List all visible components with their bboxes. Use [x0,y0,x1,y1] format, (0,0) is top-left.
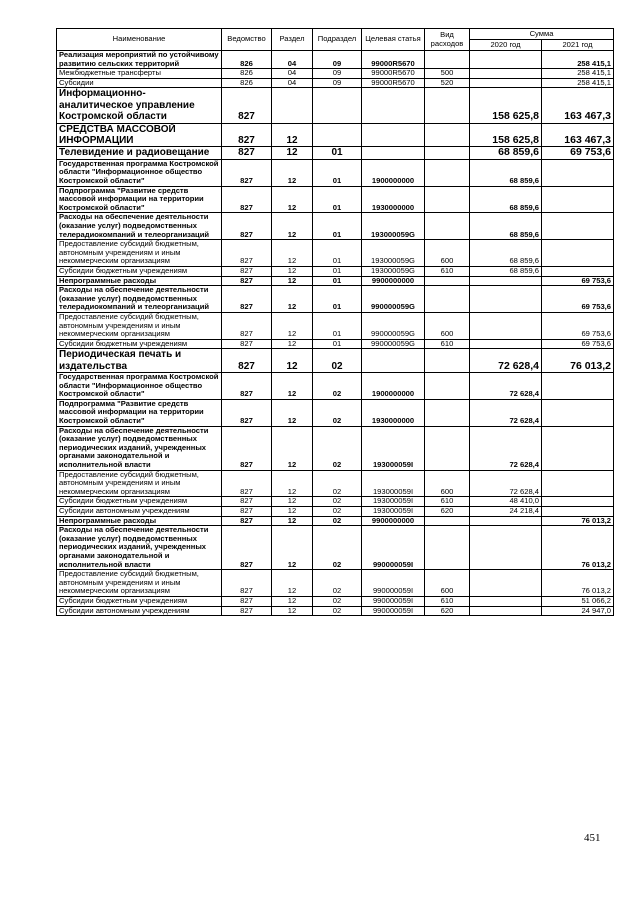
table-row [57,78,614,88]
cell-section: 04 [272,69,313,79]
cell-expense-type [425,349,470,373]
cell-expense-type: 500 [425,69,470,79]
cell-expense-type: 610 [425,339,470,349]
cell-2020: 158 625,8 [470,88,542,123]
cell-target: 193000059G [362,240,425,267]
cell-name: Подпрограмма "Развитие средств массовой информации на территории Костромской области" [57,186,222,213]
cell-expense-type [425,147,470,159]
cell-expense-type [425,286,470,313]
cell-dept: 827 [222,349,272,373]
cell-dept: 827 [222,88,272,123]
cell-section: 12 [272,497,313,507]
cell-dept: 827 [222,186,272,213]
cell-section: 12 [272,470,313,497]
table-row [57,497,614,507]
cell-2021: 163 467,3 [542,123,614,147]
cell-section: 12 [272,147,313,159]
header-dept: Ведомство [222,29,272,51]
table-row [57,213,614,240]
cell-dept: 827 [222,123,272,147]
cell-2020: 68 859,6 [470,186,542,213]
cell-subsection: 02 [313,497,362,507]
cell-dept: 827 [222,373,272,400]
cell-dept: 827 [222,526,272,570]
cell-subsection [313,123,362,147]
cell-name: СРЕДСТВА МАССОВОЙ ИНФОРМАЦИИ [57,123,222,147]
table-row [57,159,614,186]
cell-name: Расходы на обеспечение деятельности (оказание услуг) подведомственных периодических изданий, учрежденных органами законодательной и исполнительной власти [57,526,222,570]
cell-name: Расходы на обеспечение деятельности (оказание услуг) подведомственных телерадиокомпаний и телеорганизаций [57,286,222,313]
cell-subsection: 01 [313,186,362,213]
cell-target: 990000059G [362,339,425,349]
cell-target: 193000059I [362,497,425,507]
cell-expense-type [425,426,470,470]
cell-dept: 827 [222,497,272,507]
cell-2020: 72 628,4 [470,399,542,426]
cell-section: 12 [272,186,313,213]
cell-dept: 827 [222,399,272,426]
cell-target: 99000R5670 [362,51,425,69]
cell-subsection: 01 [313,240,362,267]
header-sum: Сумма [470,29,614,40]
cell-2020 [470,78,542,88]
budget-table [56,28,614,616]
cell-2021 [542,240,614,267]
cell-target: 1930000000 [362,186,425,213]
cell-expense-type [425,123,470,147]
cell-dept: 827 [222,339,272,349]
table-row [57,276,614,286]
cell-name: Субсидии бюджетным учреждениям [57,596,222,606]
cell-target: 193000059G [362,213,425,240]
cell-2021: 163 467,3 [542,88,614,123]
header-expense-type: Вид расходов [425,29,470,51]
cell-2020: 68 859,6 [470,147,542,159]
cell-section: 12 [272,266,313,276]
cell-target: 990000059I [362,570,425,597]
header-target: Целевая статья [362,29,425,51]
cell-section: 12 [272,570,313,597]
cell-subsection: 01 [313,147,362,159]
header-section: Раздел [272,29,313,51]
table-row [57,399,614,426]
cell-dept: 827 [222,606,272,616]
cell-2020 [470,526,542,570]
cell-name: Расходы на обеспечение деятельности (оказание услуг) подведомственных периодических изданий, учрежденных органами законодательной и исполнительной власти [57,426,222,470]
cell-name: Межбюджетные трансферты [57,69,222,79]
cell-subsection: 01 [313,276,362,286]
cell-expense-type [425,51,470,69]
cell-expense-type: 610 [425,497,470,507]
cell-2020 [470,596,542,606]
table-row [57,186,614,213]
cell-2020 [470,606,542,616]
table-row [57,426,614,470]
cell-2020 [470,51,542,69]
cell-dept: 826 [222,78,272,88]
cell-2020: 72 628,4 [470,349,542,373]
cell-subsection: 01 [313,266,362,276]
table-row [57,266,614,276]
cell-2021 [542,159,614,186]
cell-section: 12 [272,526,313,570]
cell-section: 12 [272,339,313,349]
cell-name: Субсидии автономным учреждениям [57,606,222,616]
cell-section: 12 [272,516,313,526]
cell-2021: 24 947,0 [542,606,614,616]
cell-target [362,123,425,147]
table-row [57,349,614,373]
cell-2020 [470,312,542,339]
cell-subsection: 02 [313,570,362,597]
table-row [57,516,614,526]
page-number: 451 [584,832,601,844]
cell-subsection: 02 [313,516,362,526]
cell-name: Периодическая печать и издательства [57,349,222,373]
cell-target: 1930000000 [362,399,425,426]
cell-expense-type [425,399,470,426]
cell-2020: 68 859,6 [470,266,542,276]
cell-target [362,147,425,159]
table-row [57,69,614,79]
cell-target: 193000059I [362,426,425,470]
cell-dept: 827 [222,147,272,159]
cell-expense-type: 520 [425,78,470,88]
cell-2020 [470,69,542,79]
cell-name: Непрограммные расходы [57,276,222,286]
table-row [57,88,614,123]
cell-dept: 827 [222,596,272,606]
cell-2021: 76 013,2 [542,526,614,570]
table-row [57,240,614,267]
cell-section: 12 [272,349,313,373]
cell-expense-type [425,526,470,570]
cell-subsection: 09 [313,51,362,69]
table-row [57,312,614,339]
cell-2021: 258 415,1 [542,78,614,88]
cell-dept: 827 [222,312,272,339]
cell-subsection: 01 [313,312,362,339]
table-row [57,526,614,570]
table-row [57,470,614,497]
cell-target: 990000059G [362,286,425,313]
cell-dept: 827 [222,470,272,497]
cell-expense-type [425,516,470,526]
cell-target: 990000059I [362,526,425,570]
cell-section [272,88,313,123]
cell-subsection: 02 [313,596,362,606]
cell-section: 12 [272,373,313,400]
cell-section: 12 [272,507,313,517]
table-row [57,596,614,606]
cell-dept: 827 [222,159,272,186]
cell-2021: 76 013,2 [542,570,614,597]
cell-subsection: 01 [313,286,362,313]
cell-expense-type: 610 [425,596,470,606]
cell-name: Субсидии бюджетным учреждениям [57,266,222,276]
cell-expense-type: 600 [425,240,470,267]
cell-subsection: 01 [313,159,362,186]
cell-section: 12 [272,606,313,616]
cell-section: 12 [272,399,313,426]
cell-target: 9900000000 [362,516,425,526]
cell-name: Предоставление субсидий бюджетным, автономным учреждениям и иным некоммерческим организациям [57,570,222,597]
cell-2020 [470,286,542,313]
cell-target: 99000R5670 [362,78,425,88]
cell-name: Непрограммные расходы [57,516,222,526]
cell-section: 04 [272,51,313,69]
cell-2020 [470,570,542,597]
cell-2020: 68 859,6 [470,240,542,267]
cell-dept: 827 [222,276,272,286]
cell-expense-type: 610 [425,266,470,276]
table-row [57,51,614,69]
cell-2021 [542,399,614,426]
cell-expense-type: 620 [425,507,470,517]
cell-section: 12 [272,123,313,147]
cell-section: 12 [272,159,313,186]
cell-2020 [470,276,542,286]
cell-name: Государственная программа Костромской области "Информационное общество Костромской области" [57,373,222,400]
cell-name: Информационно-аналитическое управление Костромской области [57,88,222,123]
cell-expense-type [425,88,470,123]
cell-expense-type [425,373,470,400]
cell-name: Предоставление субсидий бюджетным, автономным учреждениям и иным некоммерческим организациям [57,240,222,267]
cell-subsection: 02 [313,470,362,497]
cell-2020: 68 859,6 [470,213,542,240]
cell-dept: 827 [222,570,272,597]
table-row [57,570,614,597]
cell-2021: 76 013,2 [542,516,614,526]
cell-target: 990000059I [362,606,425,616]
cell-expense-type: 600 [425,470,470,497]
cell-expense-type [425,186,470,213]
cell-section: 12 [272,286,313,313]
header-2020: 2020 год [470,40,542,51]
cell-expense-type: 600 [425,312,470,339]
cell-2021 [542,426,614,470]
cell-2021: 51 066,2 [542,596,614,606]
table-header [57,29,614,51]
cell-2020: 158 625,8 [470,123,542,147]
cell-dept: 827 [222,266,272,276]
cell-expense-type: 600 [425,570,470,597]
cell-target: 990000059G [362,312,425,339]
cell-subsection: 02 [313,526,362,570]
cell-2021 [542,497,614,507]
cell-name: Субсидии бюджетным учреждениям [57,339,222,349]
cell-2020: 72 628,4 [470,426,542,470]
cell-subsection: 02 [313,349,362,373]
cell-2020 [470,516,542,526]
budget-table-sheet [56,28,613,616]
cell-2021: 69 753,6 [542,147,614,159]
cell-2020 [470,339,542,349]
cell-target: 193000059I [362,507,425,517]
header-name: Наименование [57,29,222,51]
cell-expense-type: 620 [425,606,470,616]
cell-dept: 827 [222,516,272,526]
cell-2021 [542,507,614,517]
cell-2021 [542,470,614,497]
cell-expense-type [425,276,470,286]
table-row [57,373,614,400]
cell-section: 12 [272,426,313,470]
cell-name: Субсидии [57,78,222,88]
cell-name: Расходы на обеспечение деятельности (оказание услуг) подведомственных телерадиокомпаний и телеорганизаций [57,213,222,240]
cell-subsection: 09 [313,69,362,79]
cell-2020: 48 410,0 [470,497,542,507]
cell-subsection [313,88,362,123]
cell-name: Реализация мероприятий по устойчивому развитию сельских территорий [57,51,222,69]
cell-name: Телевидение и радиовещание [57,147,222,159]
cell-2021: 258 415,1 [542,51,614,69]
cell-section: 12 [272,240,313,267]
cell-subsection: 01 [313,213,362,240]
cell-subsection: 02 [313,426,362,470]
table-row [57,123,614,147]
cell-2020: 72 628,4 [470,373,542,400]
cell-target: 1900000000 [362,159,425,186]
cell-name: Государственная программа Костромской области "Информационное общество Костромской области" [57,159,222,186]
cell-section: 12 [272,596,313,606]
table-row [57,339,614,349]
cell-name: Субсидии автономным учреждениям [57,507,222,517]
cell-target [362,88,425,123]
table-row [57,286,614,313]
cell-2021: 76 013,2 [542,349,614,373]
cell-section: 12 [272,276,313,286]
cell-subsection: 02 [313,606,362,616]
cell-2020: 72 628,4 [470,470,542,497]
cell-2020: 24 218,4 [470,507,542,517]
cell-name: Субсидии бюджетным учреждениям [57,497,222,507]
cell-2020: 68 859,6 [470,159,542,186]
cell-section: 12 [272,312,313,339]
table-row [57,147,614,159]
cell-target: 990000059I [362,596,425,606]
cell-dept: 827 [222,426,272,470]
cell-target: 99000R5670 [362,69,425,79]
cell-subsection: 09 [313,78,362,88]
cell-subsection: 01 [313,339,362,349]
cell-2021 [542,186,614,213]
cell-name: Предоставление субсидий бюджетным, автономным учреждениям и иным некоммерческим организациям [57,470,222,497]
cell-dept: 826 [222,69,272,79]
cell-target: 193000059G [362,266,425,276]
cell-target: 9900000000 [362,276,425,286]
cell-section: 04 [272,78,313,88]
cell-target: 1900000000 [362,373,425,400]
cell-dept: 826 [222,51,272,69]
header-subsection: Подраздел [313,29,362,51]
cell-subsection: 02 [313,507,362,517]
cell-expense-type [425,213,470,240]
cell-subsection: 02 [313,399,362,426]
table-body [57,51,614,616]
cell-name: Предоставление субсидий бюджетным, автономным учреждениям и иным некоммерческим организациям [57,312,222,339]
cell-target: 193000059I [362,470,425,497]
cell-2021: 69 753,6 [542,276,614,286]
cell-expense-type [425,159,470,186]
cell-target [362,349,425,373]
header-2021: 2021 год [542,40,614,51]
cell-section: 12 [272,213,313,240]
cell-2021 [542,373,614,400]
cell-2021: 69 753,6 [542,286,614,313]
cell-dept: 827 [222,213,272,240]
cell-2021 [542,266,614,276]
cell-name: Подпрограмма "Развитие средств массовой информации на территории Костромской области" [57,399,222,426]
cell-subsection: 02 [313,373,362,400]
cell-dept: 827 [222,286,272,313]
cell-2021: 258 415,1 [542,69,614,79]
table-row [57,606,614,616]
cell-dept: 827 [222,507,272,517]
cell-dept: 827 [222,240,272,267]
table-row [57,507,614,517]
cell-2021: 69 753,6 [542,312,614,339]
cell-2021: 69 753,6 [542,339,614,349]
cell-2021 [542,213,614,240]
